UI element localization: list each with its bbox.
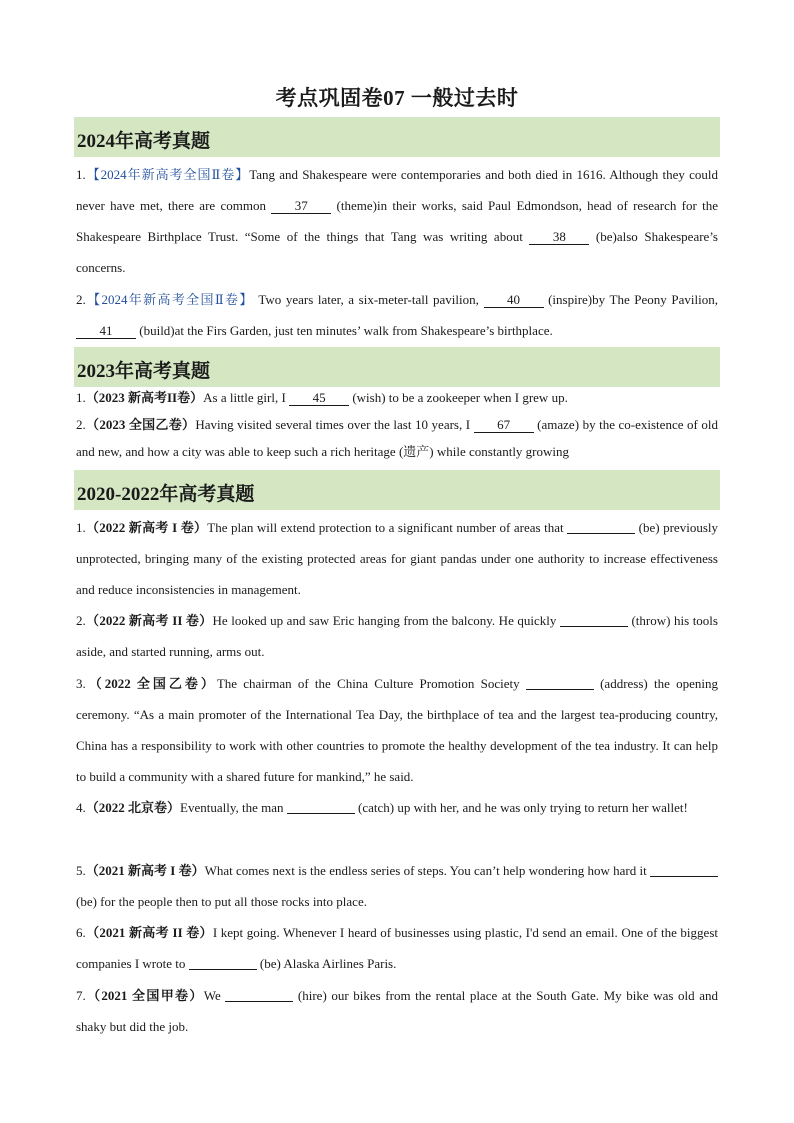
question-text: (hire) our bikes from the rental place at the South Gate. My bike was old and shaky but did the job.: [76, 988, 718, 1034]
question-source: 【2024年新高考全国Ⅱ卷】: [85, 292, 254, 307]
question-text: (be) previously unprotected, bringing many of the existing protected areas for giant pandas under one authority to increase effectiveness and reduce inconsistencies in management.: [76, 520, 718, 597]
question-source: （2022 北京卷）: [85, 800, 181, 815]
question-text: As a little girl, I: [203, 390, 290, 405]
question-2023-2: [76, 411, 718, 465]
answer-blank[interactable]: [650, 863, 718, 877]
question-number: 2.: [76, 417, 86, 432]
question-number: 5.: [76, 863, 86, 878]
question-source: （2022 新高考 II 卷）: [85, 613, 213, 628]
question-2022-3: [76, 668, 718, 792]
section-heading-text: 2020-2022年高考真题: [77, 484, 255, 505]
question-text: He looked up and saw Eric hanging from the balcony. He quickly: [212, 613, 560, 628]
question-number: 3.: [76, 676, 86, 691]
question-text: We: [203, 988, 226, 1003]
answer-blank[interactable]: [287, 800, 355, 814]
question-number: 1.: [76, 167, 86, 182]
question-2022-2: [76, 605, 718, 667]
question-number: 2.: [76, 613, 86, 628]
question-number: 6.: [76, 925, 86, 940]
question-source: （2021 全国甲卷）: [85, 988, 204, 1003]
answer-blank[interactable]: [189, 956, 257, 970]
question-source: （2021 新高考 I 卷）: [85, 863, 205, 878]
page-title: 考点巩固卷07 一般过去时: [275, 86, 519, 110]
question-text: (address) the opening ceremony. “As a main promoter of the International Tea Day, the birthplace of tea and the largest tea-producing country, China has a responsibility to work with other countries to promote the healthy development of the tea industry. It can help to build a community with a shared future for mankind,” he said.: [76, 676, 718, 784]
section-heading-text: 2024年高考真题: [77, 131, 211, 152]
answer-blank[interactable]: [567, 520, 635, 534]
question-text: Two years later, a six-meter-tall pavilion,: [253, 292, 484, 307]
answer-blank[interactable]: 37: [271, 199, 331, 214]
question-2021-5: [76, 855, 718, 917]
section-heading-2024: [74, 117, 720, 157]
question-text: (catch) up with her, and he was only trying to return her wallet!: [354, 800, 688, 815]
question-number: 4.: [76, 800, 86, 815]
question-text: (be) for the people then to put all those rocks into place.: [76, 894, 367, 909]
question-2022-1: [76, 512, 718, 605]
question-number: 7.: [76, 988, 86, 1003]
question-text: Eventually, the man: [180, 800, 287, 815]
question-text: I kept going. Whenever I heard of businesses using plastic, I'd send an email. One of the biggest companies I wrote to: [76, 925, 718, 971]
question-text: The plan will extend protection to a significant number of areas that: [207, 520, 568, 535]
answer-blank[interactable]: 38: [529, 230, 589, 245]
question-number: 1.: [76, 390, 86, 405]
question-number: 2.: [76, 292, 86, 307]
question-2024-1: [76, 159, 718, 283]
answer-blank[interactable]: 40: [484, 293, 544, 308]
question-text: (throw) his tools aside, and started running, arms out.: [76, 613, 718, 659]
answer-blank[interactable]: 67: [474, 418, 534, 433]
question-source: （2021 新高考 II 卷）: [85, 925, 213, 940]
question-2023-1: [76, 384, 718, 411]
question-text: (inspire)by The Peony Pavilion,: [543, 292, 718, 307]
question-source: （2023 全国乙卷）: [85, 417, 196, 432]
answer-blank[interactable]: [560, 613, 628, 627]
question-text: Having visited several times over the last 10 years, I: [195, 417, 474, 432]
question-text: The chairman of the China Culture Promotion Society: [216, 676, 526, 691]
question-text: (theme)in their works, said Paul Edmondson, head of research for the Shakespeare Birthplace Trust. “Some of the things that Tang was writing about: [76, 198, 718, 244]
question-number: 1.: [76, 520, 86, 535]
answer-blank[interactable]: [225, 988, 293, 1002]
question-text: (amaze) by the co-existence of old and new, and how a city was able to keep such a rich heritage (遗产) while constantly growing: [76, 417, 718, 459]
section-heading-text: 2023年高考真题: [77, 361, 211, 382]
answer-blank[interactable]: 41: [76, 324, 136, 339]
answer-blank[interactable]: 45: [289, 391, 349, 406]
question-2022-4: [76, 792, 718, 823]
question-text: (be) Alaska Airlines Paris.: [256, 956, 397, 971]
question-source: （2022 全国乙卷）: [85, 676, 217, 691]
answer-blank[interactable]: [526, 676, 594, 690]
section-heading-2023: [74, 347, 720, 387]
question-text: (be)also Shakespeare’s concerns.: [76, 229, 718, 275]
question-text: (build)at the Firs Garden, just ten minutes’ walk from Shakespeare’s birthplace.: [136, 323, 553, 338]
question-source: 【2024年新高考全国Ⅱ卷】: [85, 167, 250, 182]
question-2024-2: [76, 284, 718, 346]
question-source: （2022 新高考 I 卷）: [85, 520, 208, 535]
question-text: Tang and Shakespeare were contemporaries and both died in 1616. Although they could never have met, there are common: [76, 167, 718, 213]
question-source: （2023 新高考II卷）: [85, 390, 204, 405]
question-2021-6: [76, 917, 718, 979]
question-text: (wish) to be a zookeeper when I grew up.: [349, 390, 568, 405]
question-2021-7: [76, 980, 718, 1042]
question-text: What comes next is the endless series of steps. You can’t help wondering how hard it: [204, 863, 650, 878]
section-heading-2020-2022: [74, 470, 720, 510]
